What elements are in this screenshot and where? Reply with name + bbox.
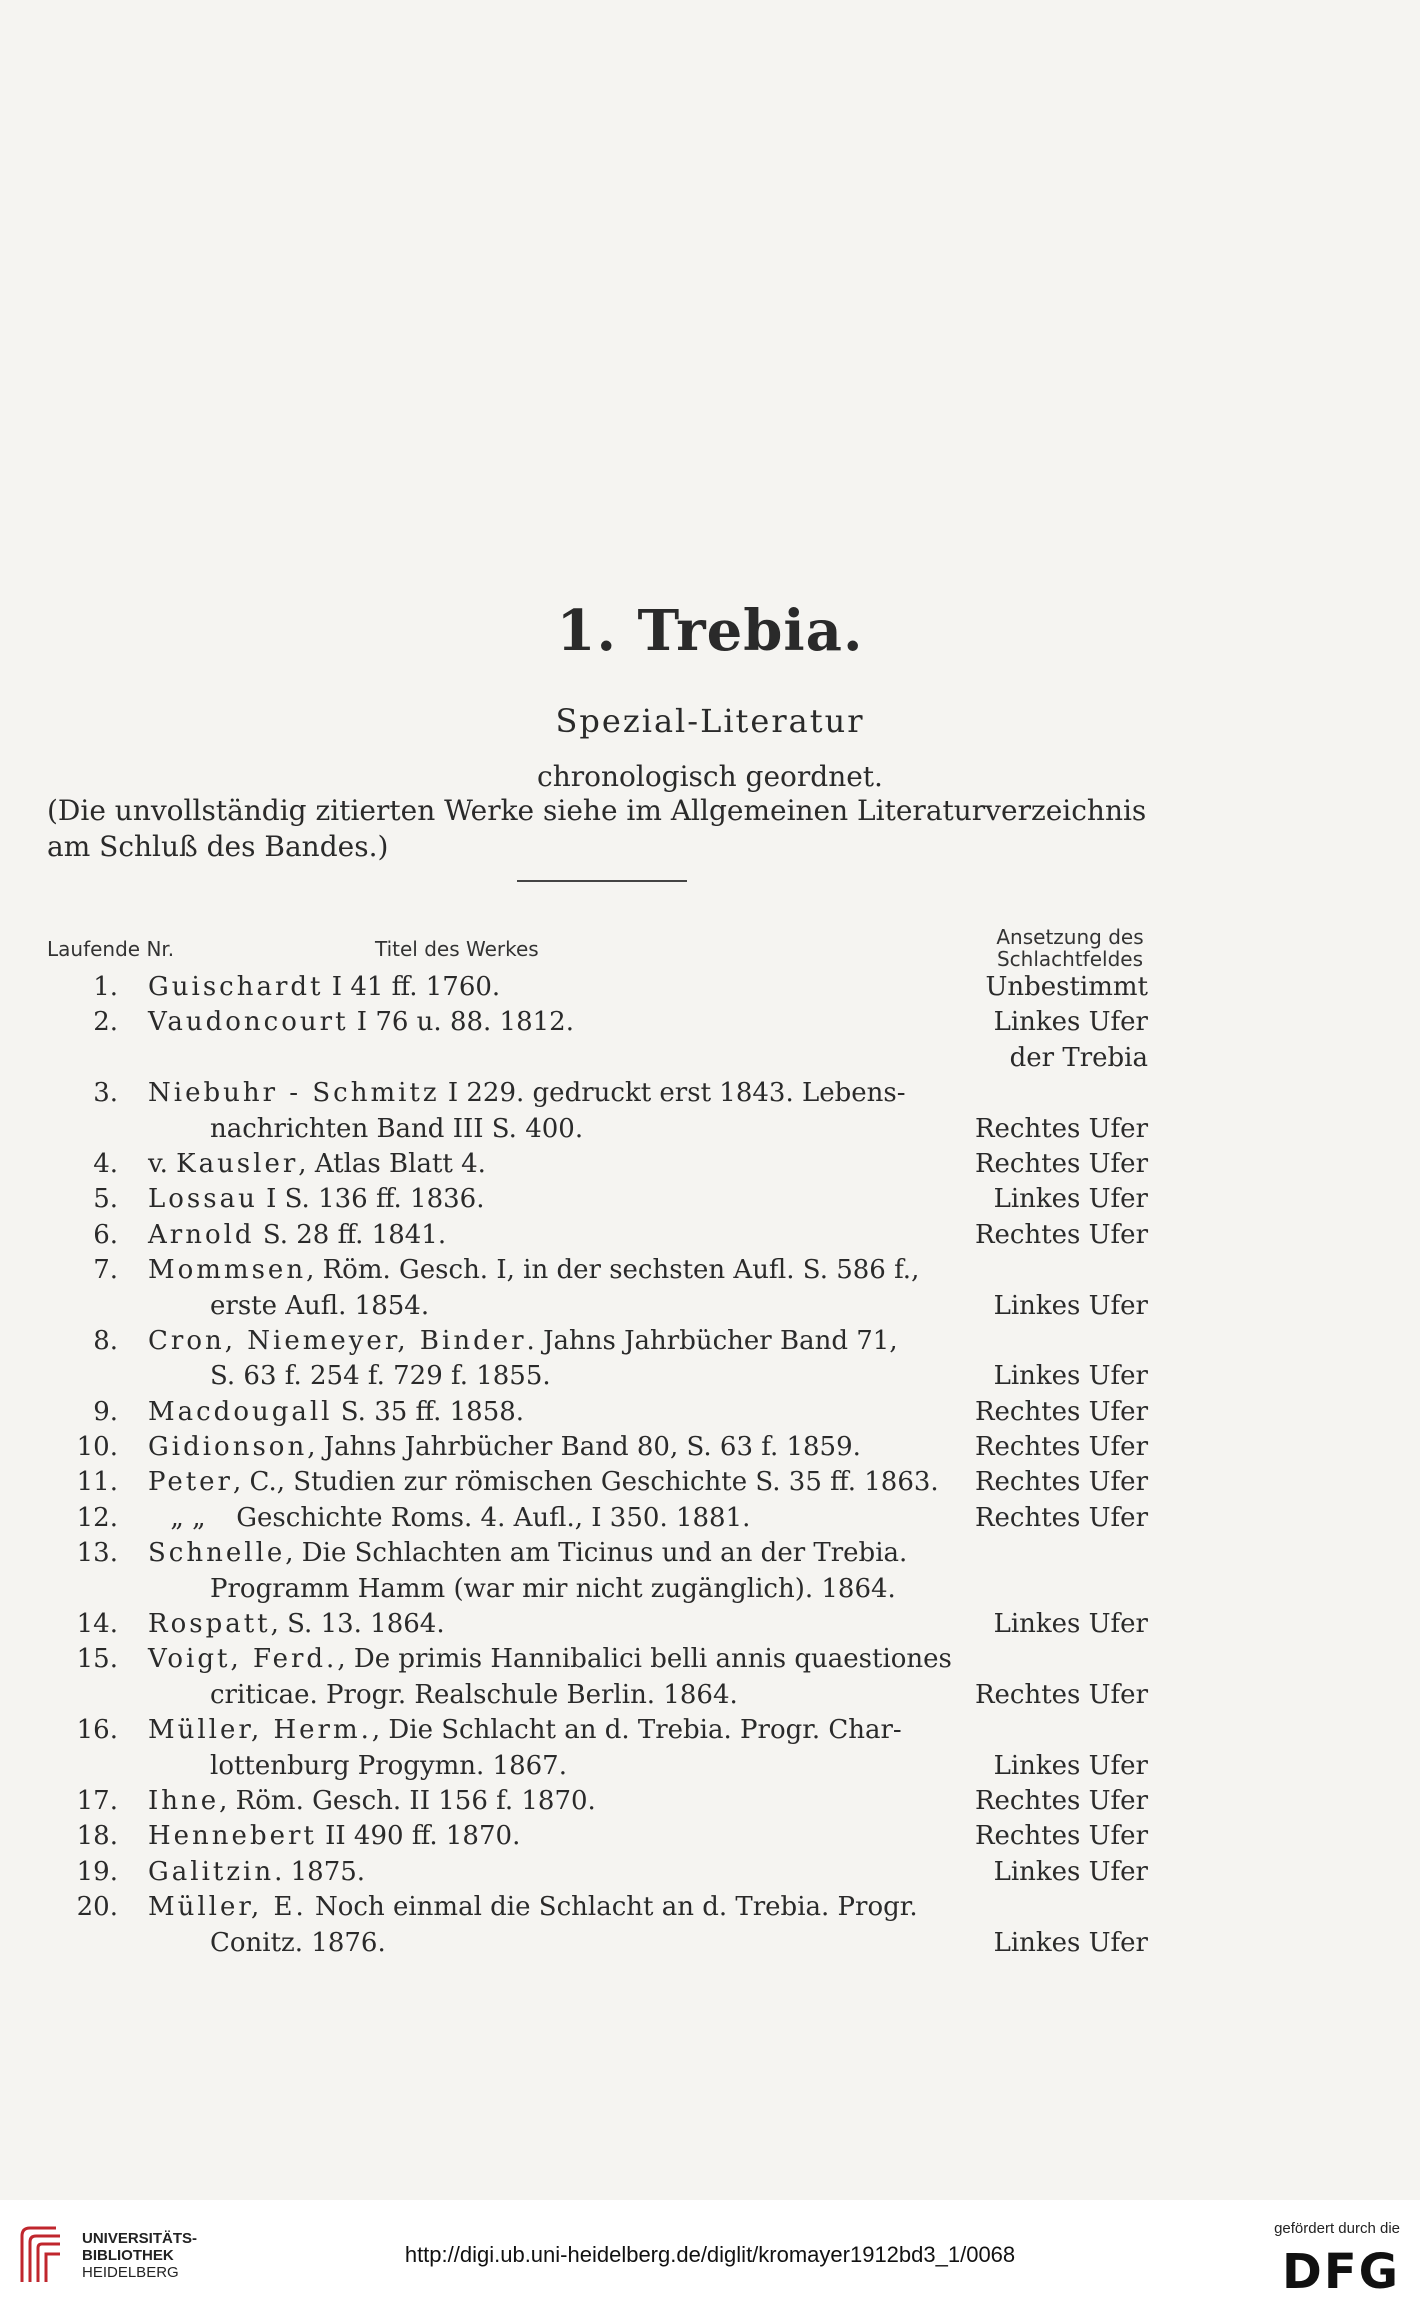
entry-continuation: lottenburg Progymn. 1867. [210,1750,567,1781]
entry-line [0,1713,1420,1748]
entry-number: 5. [93,1184,118,1215]
chapter-title: 1. Trebia. [556,598,864,664]
divider-rule [517,880,687,882]
entry-line [0,1642,1420,1677]
entry-continuation-line [0,1289,1420,1324]
source-url-link[interactable]: http://digi.ub.uni-heidelberg.de/diglit/kromayer1912bd3_1/0068 [404,2242,1016,2267]
list-item [0,1536,1420,1607]
entry-text [148,1607,445,1642]
author-name: Müller, E. [148,1892,307,1923]
entry-line [0,1395,1420,1430]
entry-text [148,1784,596,1819]
entry-text [148,1501,750,1536]
author-name: Cron, Niemeyer, Binder [148,1325,527,1356]
entry-number: 15. [76,1644,118,1675]
bank-location: Rechtes Ufer [974,1821,1148,1852]
author-name: Peter [148,1467,233,1498]
bank-location: Rechtes Ufer [974,1679,1148,1710]
bank-location: Rechtes Ufer [974,1502,1148,1533]
list-item [0,1713,1420,1784]
entry-text [148,1182,484,1217]
literature-list [0,970,1420,1961]
list-item [0,1890,1420,1961]
bank-location: Rechtes Ufer [974,1219,1148,1250]
entry-line [0,1324,1420,1359]
entry-details: I S. 136 ff. 1836. [257,1184,485,1215]
entry-details: . 1875. [274,1856,366,1887]
entry-continuation-line [0,1112,1420,1147]
bank-location: Rechtes Ufer [974,1785,1148,1816]
entry-number: 7. [93,1255,118,1286]
entry-line [0,970,1420,1005]
entry-text [148,1076,906,1111]
column-header-ansetzung-line1: Ansetzung des [996,925,1144,949]
entry-text [148,1642,952,1677]
bank-location: Linkes Ufer [993,1609,1148,1640]
bank-location: Rechtes Ufer [974,1467,1148,1498]
entry-text [148,1855,365,1890]
entry-number: 17. [76,1785,118,1816]
entry-continuation-line [0,1041,1420,1076]
author-name: Müller, Herm. [148,1715,372,1746]
footer-bar [0,2200,1420,2310]
author-name: Guischardt [148,972,324,1002]
entry-text [148,970,500,1005]
entry-number: 9. [93,1396,118,1427]
list-item [0,1324,1420,1395]
bank-location: Linkes Ufer [993,1290,1148,1321]
entry-text [148,1005,574,1040]
list-item [0,1395,1420,1430]
entry-line [0,1005,1420,1040]
entry-details: . Jahns Jahrbücher Band 71, [526,1325,898,1356]
bank-location: Rechtes Ufer [974,1113,1148,1144]
entry-number: 20. [76,1892,118,1923]
author-name: Arnold [148,1219,255,1250]
entry-text [148,1147,486,1182]
entry-details: I 76 u. 88. 1812. [348,1007,574,1038]
author-name: Macdougall [148,1396,333,1427]
entry-details: , Jahns Jahrbücher Band 80, S. 63 f. 1859. [307,1432,861,1463]
list-item [0,1182,1420,1217]
bank-location: Linkes Ufer [993,1750,1148,1781]
entry-line [0,1819,1420,1854]
bank-location: Linkes Ufer [993,1856,1148,1887]
entry-continuation-line [0,1359,1420,1394]
entry-details: Noch einmal die Schlacht an d. Trebia. Progr. [306,1892,918,1923]
entry-number: 11. [76,1467,118,1498]
funding-label: gefördert durch die [1274,2220,1400,2237]
list-item [0,1819,1420,1854]
bank-location: Linkes Ufer [993,1927,1148,1958]
entry-text [148,1430,861,1465]
author-name: Voigt, Ferd. [148,1644,338,1675]
entry-number: 19. [76,1856,118,1887]
list-item [0,1005,1420,1076]
entry-number: 14. [76,1609,118,1640]
entry-text [148,1819,520,1854]
author-name: Rospatt [148,1609,271,1640]
entry-line [0,1218,1420,1253]
list-item [0,1855,1420,1890]
entry-details: II 490 ff. 1870. [316,1821,521,1852]
dfg-logo: DFG [1281,2244,1400,2300]
entry-number: 4. [93,1148,118,1179]
bank-location: Linkes Ufer [993,1361,1148,1392]
entry-line [0,1076,1420,1111]
author-name: Hennebert [148,1821,317,1852]
entry-details: , Röm. Gesch. II 156 f. 1870. [219,1785,596,1816]
entry-text [148,1324,898,1359]
bank-location: Unbestimmt [985,972,1148,1002]
list-item [0,1642,1420,1713]
list-item [0,1501,1420,1536]
entry-line [0,1465,1420,1500]
entry-continuation: criticae. Progr. Realschule Berlin. 1864. [210,1679,738,1710]
entry-details: I 41 ff. 1760. [323,972,501,1002]
bank-location: Linkes Ufer [993,1007,1148,1038]
author-name: Vaudoncourt [148,1007,349,1038]
author-name: Galitzin [148,1856,275,1887]
author-name: Schnelle [148,1538,286,1569]
entry-number: 1. [93,972,118,1002]
entry-continuation: S. 63 f. 254 f. 729 f. 1855. [210,1361,551,1392]
entry-line [0,1147,1420,1182]
entry-prefix: v. [148,1148,177,1179]
entry-line [0,1501,1420,1536]
bank-location: Rechtes Ufer [974,1396,1148,1427]
list-item [0,1076,1420,1147]
column-header-title: Titel des Werkes [375,937,539,961]
entry-number: 13. [76,1538,118,1569]
list-item [0,970,1420,1005]
entry-text [148,1890,918,1925]
author-name: Mommsen [148,1255,307,1286]
entry-continuation: nachrichten Band III S. 400. [210,1113,584,1144]
bank-location: Rechtes Ufer [974,1148,1148,1179]
entry-number: 16. [76,1715,118,1746]
author-name: Gidionson [148,1432,308,1463]
entry-continuation-line [0,1678,1420,1713]
list-item [0,1607,1420,1642]
entry-details: Geschichte Roms. 4. Aufl., I 350. 1881. [228,1502,751,1533]
entry-text [148,1713,902,1748]
column-header-ansetzung-line2: Schlachtfeldes [996,947,1143,971]
subtitle-note: chronologisch geordnet. [537,760,883,793]
author-name: Kausler [176,1148,299,1179]
bank-location-continued: der Trebia [1009,1042,1148,1073]
entry-details: , De primis Hannibalici belli annis quaestiones [337,1644,952,1675]
entry-continuation: erste Aufl. 1854. [210,1290,430,1321]
university-name-line3: HEIDELBERG [82,2264,179,2281]
author-name: Ihne [148,1785,220,1816]
entry-line [0,1890,1420,1925]
university-name-line2: BIBLIOTHEK [82,2247,174,2264]
entry-details: , Die Schlacht an d. Trebia. Progr. Char- [371,1715,902,1746]
entry-line [0,1607,1420,1642]
entry-text [148,1218,446,1253]
list-item [0,1465,1420,1500]
university-name-line1: UNIVERSITÄTS- [82,2230,198,2247]
entry-details: , S. 13. 1864. [270,1609,445,1640]
bank-location: Linkes Ufer [993,1184,1148,1215]
entry-continuation-line [0,1572,1420,1607]
entry-continuation-line [0,1749,1420,1784]
entry-text [148,1253,919,1288]
entry-details: S. 28 ff. 1841. [254,1219,447,1250]
entry-continuation: Programm Hamm (war mir nicht zugänglich). 1864. [210,1573,896,1604]
list-item [0,1253,1420,1324]
column-header-nr: Laufende Nr. [47,937,175,961]
entry-details: S. 35 ff. 1858. [332,1396,525,1427]
entry-number: 3. [93,1078,118,1109]
entry-line [0,1430,1420,1465]
entry-continuation-line [0,1926,1420,1961]
entry-number: 18. [76,1821,118,1852]
entry-line [0,1855,1420,1890]
entry-details: , Röm. Gesch. I, in der sechsten Aufl. S. 586 f., [306,1255,920,1286]
list-item [0,1784,1420,1819]
entry-line [0,1182,1420,1217]
entry-line [0,1253,1420,1288]
entry-details: I 229. gedruckt erst 1843. Lebens- [439,1078,906,1109]
author-name: Niebuhr - Schmitz [148,1078,440,1109]
column-header-ansetzung [990,926,1150,970]
entry-number: 8. [93,1325,118,1356]
bank-location: Rechtes Ufer [974,1432,1148,1463]
entry-number: 10. [76,1432,118,1463]
entry-number: 2. [93,1007,118,1038]
list-item [0,1430,1420,1465]
entry-line [0,1784,1420,1819]
entry-number: 6. [93,1219,118,1250]
entry-continuation: Conitz. 1876. [210,1927,386,1958]
entry-text [148,1465,939,1500]
entry-text [148,1536,907,1571]
author-name: Lossau [148,1184,258,1215]
entry-number: 12. [76,1502,118,1533]
ditto-mark: „ „ [170,1502,206,1533]
entry-details: , Atlas Blatt 4. [298,1148,486,1179]
section-subtitle: Spezial-Literatur [555,702,865,740]
entry-text [148,1395,524,1430]
entry-details: , C., Studien zur römischen Geschichte S. 35 ff. 1863. [232,1467,939,1498]
list-item [0,1147,1420,1182]
entry-line [0,1536,1420,1571]
intro-note: (Die unvollständig zitierten Werke siehe im Allgemeinen Literaturverzeichnis am Schluß des Bandes.) [47,794,1147,863]
list-item [0,1218,1420,1253]
entry-details: , Die Schlachten am Ticinus und an der Trebia. [285,1538,908,1569]
